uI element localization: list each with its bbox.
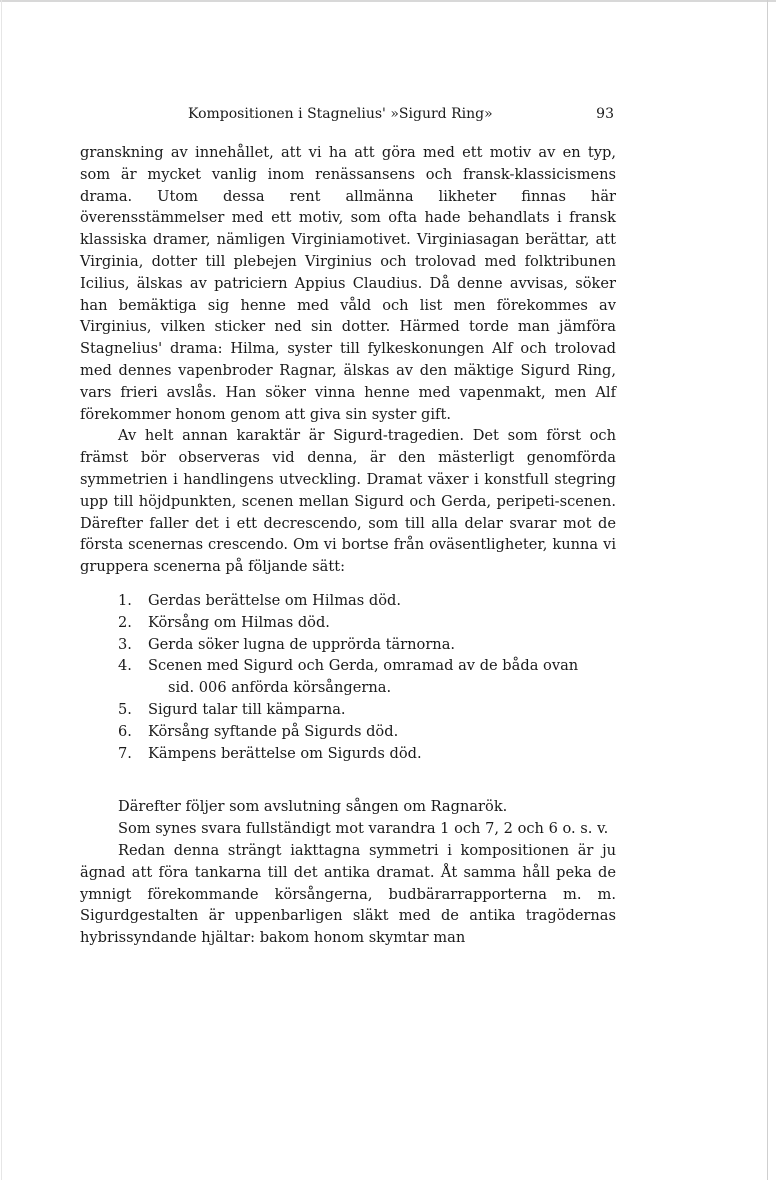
list-item — [118, 634, 616, 656]
list-item-text: Kämpens berättelse om Sigurds död. — [148, 744, 422, 762]
running-header — [80, 106, 616, 128]
running-title: Kompositionen i Stagnelius' »Sigurd Ring» — [188, 106, 493, 122]
list-item-text: Körsång syftande på Sigurds död. — [148, 722, 399, 740]
list-item — [118, 612, 616, 634]
list-item — [118, 721, 616, 743]
list-item-number: 1. — [118, 591, 132, 609]
list-item-continuation: sid. 006 anförda körsångerna. — [168, 679, 392, 697]
page-number: 93 — [596, 106, 614, 122]
list-item — [118, 590, 616, 612]
list-item-number: 2. — [118, 613, 132, 631]
list-item-text: Scenen med Sigurd och Gerda, omramad av de båda ovan — [148, 657, 579, 675]
list-item-text: Körsång om Hilmas död. — [148, 613, 330, 631]
list-item-text: Gerdas berättelse om Hilmas död. — [148, 591, 401, 609]
body-text — [80, 142, 616, 949]
list-item-number: 7. — [118, 744, 132, 762]
list-item — [118, 743, 616, 765]
list-item-number: 5. — [118, 700, 132, 718]
list-item-number: 3. — [118, 635, 132, 653]
list-item — [118, 699, 616, 721]
list-item — [118, 655, 616, 699]
scan-edge-top — [0, 0, 776, 2]
paragraph-1: granskning av innehållet, att vi ha att göra med ett motiv av en typ, som är mycket vanlig inom renässansens och fransk-klassicismens drama. Utom dessa rent allmänna likheter finnas här överensstämmelser med ett motiv, som ofta hade behandlats i fransk klassiska dramer, nämligen Virginiamotivet. Virginiasagan berättar, att Virginia, dotter till plebejen Virginius och trolovad med folktribunen Icilius, älskas av patriciern Appius Claudius. Då denne avvisas, söker han bemäktiga sig henne med våld och list men förekommes av Virginius, vilken sticker ned sin dotter. Härmed torde man jämföra Stagnelius' drama: Hilma, syster till fylkeskonungen Alf och trolovad med dennes vapenbroder Ragnar, älskas av den mäktige Sigurd Ring, vars frieri avslås. Han söker vinna henne med vapenmakt, men Alf förekommer honom genom att giva sin syster gift. — [80, 144, 616, 423]
list-item-number: 6. — [118, 722, 132, 740]
paragraph-5: Redan denna strängt iakttagna symmetri i kompositionen är ju ägnad att föra tankarna till det antika dramat. Åt samma håll peka de ymnigt förekommande körsångerna, budbärarrapporterna m. m. Sigurdgestalten är uppenbarligen släkt med de antika tragödernas hybrissyndande hjältar: bakom honom skymtar man — [80, 841, 616, 947]
paragraph-4: Som synes svara fullständigt mot varandra 1 och 7, 2 och 6 o. s. v. — [118, 820, 609, 838]
list-item-text: Sigurd talar till kämparna. — [148, 700, 346, 718]
scene-list — [80, 590, 616, 764]
paragraph-3: Därefter följer som avslutning sången om Ragnarök. — [118, 798, 508, 816]
scan-edge-right — [767, 0, 768, 1180]
list-item-number: 4. — [118, 657, 132, 675]
scan-edge-left — [1, 0, 2, 1180]
spacer — [80, 774, 616, 796]
list-item-text: Gerda söker lugna de upprörda tärnorna. — [148, 635, 456, 653]
paragraph-2: Av helt annan karaktär är Sigurd-tragedien. Det som först och främst bör observeras vid denna, är den mästerligt genomförda symmetrien i handlingens utveckling. Dramat växer i konstfull stegring upp till höjdpunkten, scenen mellan Sigurd och Gerda, peripeti-scenen. Därefter faller det i ett decrescendo, som till alla delar svarar mot de första scenernas crescendo. Om vi bortse från oväsentligheter, kunna vi gruppera scenerna på följande sätt: — [80, 427, 616, 576]
